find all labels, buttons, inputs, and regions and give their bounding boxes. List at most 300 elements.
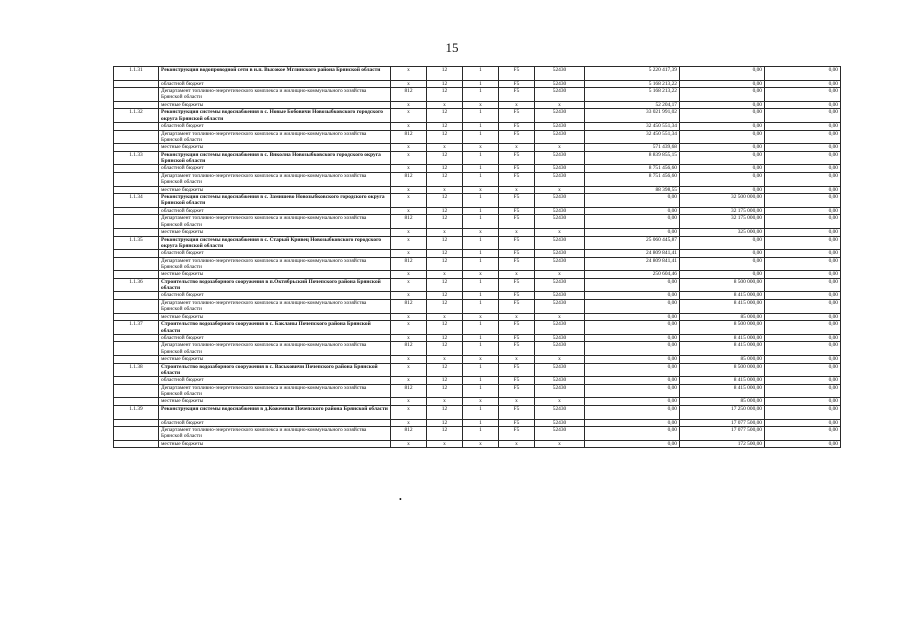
project-code-cell: F5 (499, 384, 535, 398)
ministry-code-cell: х (391, 292, 427, 300)
row-number-cell (114, 144, 159, 152)
project-code-cell: F5 (499, 250, 535, 258)
amount-year2-cell: 0,00 (680, 109, 765, 123)
table-row (114, 144, 841, 152)
amount-year2-cell: 85 000,00 (680, 398, 765, 406)
item-name-cell: Департамент топливно-энергетического комплекса и жилищно-коммунального хозяйства Брянской области (159, 88, 391, 102)
ministry-code-cell: х (391, 278, 427, 292)
expense-code-cell: 52430 (535, 109, 585, 123)
section-code-cell: х (427, 186, 463, 194)
item-name-cell: Департамент топливно-энергетического комплекса и жилищно-коммунального хозяйства Брянской области (159, 215, 391, 229)
ministry-code-cell: х (391, 321, 427, 335)
program-code-cell: 1 (463, 172, 499, 186)
amount-year2-cell: 8 415 000,00 (680, 300, 765, 314)
amount-year2-cell: 0,00 (680, 144, 765, 152)
section-code-cell: х (427, 101, 463, 109)
item-name-cell: Департамент топливно-энергетического комплекса и жилищно-коммунального хозяйства Брянской области (159, 172, 391, 186)
amount-year1-cell: 0,00 (585, 356, 680, 364)
ministry-code-cell: х (391, 377, 427, 385)
ministry-code-cell: х (391, 334, 427, 342)
project-code-cell: F5 (499, 172, 535, 186)
item-name-cell: местные бюджеты (159, 228, 391, 236)
section-code-cell: 12 (427, 334, 463, 342)
amount-year2-cell: 0,00 (680, 165, 765, 173)
amount-year3-cell: 0,00 (765, 207, 841, 215)
project-code-cell: F5 (499, 377, 535, 385)
ministry-code-cell: х (391, 80, 427, 88)
item-name-cell: Департамент топливно-энергетического комплекса и жилищно-коммунального хозяйства Брянской области (159, 130, 391, 144)
row-number-cell (114, 80, 159, 88)
ministry-code-cell: х (391, 165, 427, 173)
program-code-cell: х (463, 398, 499, 406)
amount-year1-cell: 0,00 (585, 278, 680, 292)
amount-year1-cell: 0,00 (585, 363, 680, 377)
amount-year2-cell: 0,00 (680, 101, 765, 109)
expense-code-cell: х (535, 313, 585, 321)
item-name-cell: местные бюджеты (159, 440, 391, 448)
program-code-cell: 1 (463, 130, 499, 144)
amount-year3-cell: 0,00 (765, 377, 841, 385)
section-code-cell: 12 (427, 384, 463, 398)
item-name-cell: областной бюджет (159, 334, 391, 342)
page-number: 15 (445, 40, 459, 55)
row-number-cell: 1.1.31 (114, 67, 159, 81)
row-number-cell (114, 122, 159, 130)
ministry-code-cell: 812 (391, 427, 427, 441)
program-code-cell: 1 (463, 419, 499, 427)
row-number-cell: 1.1.34 (114, 194, 159, 208)
row-number-cell: 1.1.35 (114, 236, 159, 250)
ministry-code-cell: х (391, 101, 427, 109)
amount-year1-cell: 0,00 (585, 384, 680, 398)
section-code-cell: 12 (427, 292, 463, 300)
program-code-cell: х (463, 144, 499, 152)
table-row (114, 165, 841, 173)
table-row (114, 122, 841, 130)
program-code-cell: х (463, 101, 499, 109)
section-code-cell: 12 (427, 419, 463, 427)
amount-year1-cell: 0,00 (585, 313, 680, 321)
program-code-cell: 1 (463, 236, 499, 250)
amount-year2-cell: 85 000,00 (680, 356, 765, 364)
amount-year3-cell: 0,00 (765, 165, 841, 173)
budget-table (113, 66, 841, 448)
table-row (114, 363, 841, 377)
amount-year1-cell: 0,00 (585, 300, 680, 314)
ministry-code-cell: х (391, 363, 427, 377)
program-code-cell: 1 (463, 151, 499, 165)
amount-year3-cell: 0,00 (765, 80, 841, 88)
amount-year1-cell: 52 204,17 (585, 101, 680, 109)
expense-code-cell: 52430 (535, 130, 585, 144)
amount-year3-cell: 0,00 (765, 109, 841, 123)
amount-year3-cell: 0,00 (765, 172, 841, 186)
row-number-cell: 1.1.39 (114, 406, 159, 420)
row-number-cell (114, 172, 159, 186)
section-code-cell: 12 (427, 257, 463, 271)
table-row (114, 313, 841, 321)
amount-year1-cell: 0,00 (585, 228, 680, 236)
amount-year2-cell: 8 415 000,00 (680, 292, 765, 300)
amount-year1-cell: 5 220 417,39 (585, 67, 680, 81)
expense-code-cell: 52430 (535, 377, 585, 385)
ministry-code-cell: 812 (391, 342, 427, 356)
amount-year1-cell: 0,00 (585, 194, 680, 208)
expense-code-cell: 52430 (535, 427, 585, 441)
amount-year3-cell: 0,00 (765, 300, 841, 314)
table-row (114, 406, 841, 420)
table-row (114, 80, 841, 88)
section-code-cell: 12 (427, 250, 463, 258)
amount-year2-cell: 0,00 (680, 151, 765, 165)
program-code-cell: 1 (463, 342, 499, 356)
section-code-cell: 12 (427, 406, 463, 420)
project-code-cell: F5 (499, 151, 535, 165)
table-row (114, 356, 841, 364)
section-code-cell: 12 (427, 151, 463, 165)
expense-code-cell: 52430 (535, 278, 585, 292)
section-code-cell: 12 (427, 363, 463, 377)
expense-code-cell: 52430 (535, 207, 585, 215)
row-number-cell (114, 398, 159, 406)
section-code-cell: 12 (427, 342, 463, 356)
amount-year1-cell: 0,00 (585, 342, 680, 356)
project-code-cell: F5 (499, 406, 535, 420)
amount-year2-cell: 8 500 000,00 (680, 363, 765, 377)
amount-year3-cell: 0,00 (765, 406, 841, 420)
item-name-cell: Реконструкция системы водоснабжения в с. Замишево Новозыбковского городского округа Брянской области (159, 194, 391, 208)
ministry-code-cell: х (391, 109, 427, 123)
section-code-cell: 12 (427, 80, 463, 88)
amount-year1-cell: 24 809 841,41 (585, 257, 680, 271)
project-code-cell: F5 (499, 88, 535, 102)
amount-year2-cell: 0,00 (680, 172, 765, 186)
expense-code-cell: 52430 (535, 151, 585, 165)
expense-code-cell: х (535, 271, 585, 279)
section-code-cell: х (427, 398, 463, 406)
expense-code-cell: 52430 (535, 363, 585, 377)
section-code-cell: 12 (427, 236, 463, 250)
ministry-code-cell: 812 (391, 172, 427, 186)
program-code-cell: 1 (463, 334, 499, 342)
ministry-code-cell: х (391, 419, 427, 427)
expense-code-cell: 52430 (535, 236, 585, 250)
ministry-code-cell: х (391, 207, 427, 215)
amount-year3-cell: 0,00 (765, 186, 841, 194)
program-code-cell: 1 (463, 300, 499, 314)
ministry-code-cell: 812 (391, 88, 427, 102)
row-number-cell (114, 419, 159, 427)
ministry-code-cell: 812 (391, 257, 427, 271)
program-code-cell: 1 (463, 207, 499, 215)
row-number-cell: 1.1.36 (114, 278, 159, 292)
project-code-cell: F5 (499, 207, 535, 215)
ministry-code-cell: х (391, 440, 427, 448)
expense-code-cell: 52430 (535, 88, 585, 102)
program-code-cell: 1 (463, 250, 499, 258)
expense-code-cell: 52430 (535, 80, 585, 88)
amount-year1-cell: 0,00 (585, 207, 680, 215)
section-code-cell: 12 (427, 321, 463, 335)
table-row (114, 384, 841, 398)
ministry-code-cell: х (391, 313, 427, 321)
amount-year3-cell: 0,00 (765, 144, 841, 152)
expense-code-cell: 52430 (535, 406, 585, 420)
section-code-cell: 12 (427, 278, 463, 292)
amount-year2-cell: 0,00 (680, 88, 765, 102)
project-code-cell: х (499, 144, 535, 152)
table-row (114, 271, 841, 279)
row-number-cell (114, 377, 159, 385)
project-code-cell: F5 (499, 109, 535, 123)
row-number-cell (114, 342, 159, 356)
program-code-cell: 1 (463, 427, 499, 441)
project-code-cell: F5 (499, 300, 535, 314)
amount-year1-cell: 0,00 (585, 334, 680, 342)
ministry-code-cell: х (391, 228, 427, 236)
amount-year3-cell: 0,00 (765, 122, 841, 130)
row-number-cell (114, 257, 159, 271)
amount-year2-cell: 8 415 000,00 (680, 377, 765, 385)
section-code-cell: х (427, 228, 463, 236)
program-code-cell: 1 (463, 165, 499, 173)
item-name-cell: областной бюджет (159, 419, 391, 427)
program-code-cell: 1 (463, 109, 499, 123)
amount-year2-cell: 0,00 (680, 257, 765, 271)
project-code-cell: F5 (499, 419, 535, 427)
row-number-cell (114, 215, 159, 229)
program-code-cell: х (463, 271, 499, 279)
ministry-code-cell: х (391, 398, 427, 406)
item-name-cell: местные бюджеты (159, 101, 391, 109)
item-name-cell: Реконструкция водопроводной сети в н.п. Высокое Мглинского района Брянской области (159, 67, 391, 81)
section-code-cell: 12 (427, 427, 463, 441)
amount-year2-cell: 0,00 (680, 250, 765, 258)
expense-code-cell: 52430 (535, 257, 585, 271)
table-row (114, 172, 841, 186)
amount-year2-cell: 325 000,00 (680, 228, 765, 236)
section-code-cell: 12 (427, 122, 463, 130)
ministry-code-cell: х (391, 151, 427, 165)
amount-year1-cell: 25 060 445,87 (585, 236, 680, 250)
amount-year2-cell: 0,00 (680, 186, 765, 194)
amount-year2-cell: 8 415 000,00 (680, 342, 765, 356)
table-row (114, 398, 841, 406)
amount-year3-cell: 0,00 (765, 250, 841, 258)
section-code-cell: 12 (427, 377, 463, 385)
amount-year3-cell: 0,00 (765, 88, 841, 102)
amount-year2-cell: 0,00 (680, 67, 765, 81)
row-number-cell (114, 88, 159, 102)
program-code-cell: х (463, 313, 499, 321)
expense-code-cell: х (535, 186, 585, 194)
amount-year2-cell: 85 000,00 (680, 313, 765, 321)
project-code-cell: F5 (499, 215, 535, 229)
ministry-code-cell: 812 (391, 215, 427, 229)
amount-year1-cell: 0,00 (585, 215, 680, 229)
expense-code-cell: х (535, 144, 585, 152)
amount-year3-cell: 0,00 (765, 236, 841, 250)
section-code-cell: х (427, 440, 463, 448)
ministry-code-cell: х (391, 122, 427, 130)
item-name-cell: местные бюджеты (159, 144, 391, 152)
row-number-cell: 1.1.32 (114, 109, 159, 123)
project-code-cell: х (499, 186, 535, 194)
amount-year3-cell: 0,00 (765, 101, 841, 109)
item-name-cell: Строительство водозаборного сооружения в с. Бакланы Почепского района Брянской области (159, 321, 391, 335)
expense-code-cell: 52430 (535, 321, 585, 335)
program-code-cell: 1 (463, 292, 499, 300)
section-code-cell: х (427, 356, 463, 364)
table-row (114, 101, 841, 109)
item-name-cell: областной бюджет (159, 122, 391, 130)
amount-year2-cell: 0,00 (680, 80, 765, 88)
amount-year2-cell: 32 500 000,00 (680, 194, 765, 208)
amount-year3-cell: 0,00 (765, 271, 841, 279)
project-code-cell: F5 (499, 130, 535, 144)
item-name-cell: Строительство водозаборного сооружения в с. Васьковичи Почепского района Брянской области (159, 363, 391, 377)
table-row (114, 321, 841, 335)
amount-year1-cell: 0,00 (585, 419, 680, 427)
amount-year2-cell: 17 250 000,00 (680, 406, 765, 420)
project-code-cell: F5 (499, 67, 535, 81)
table-row (114, 257, 841, 271)
amount-year1-cell: 5 168 213,22 (585, 80, 680, 88)
amount-year2-cell: 8 500 000,00 (680, 278, 765, 292)
amount-year3-cell: 0,00 (765, 215, 841, 229)
amount-year2-cell: 172 500,00 (680, 440, 765, 448)
project-code-cell: х (499, 101, 535, 109)
project-code-cell: F5 (499, 80, 535, 88)
item-name-cell: Реконструкция системы водоснабжения в с. Старый Кривец Новозыбковского городского округа Брянской области (159, 236, 391, 250)
ministry-code-cell: 812 (391, 300, 427, 314)
row-number-cell: 1.1.38 (114, 363, 159, 377)
program-code-cell: 1 (463, 278, 499, 292)
table-row (114, 151, 841, 165)
item-name-cell: Реконструкция системы водоснабжения в д.Кожемяки Почепского района Брянской области (159, 406, 391, 420)
amount-year3-cell: 0,00 (765, 384, 841, 398)
project-code-cell: х (499, 228, 535, 236)
table-row (114, 207, 841, 215)
section-code-cell: 12 (427, 300, 463, 314)
table-row (114, 427, 841, 441)
amount-year1-cell: 250 604,46 (585, 271, 680, 279)
row-number-cell (114, 313, 159, 321)
section-code-cell: х (427, 271, 463, 279)
program-code-cell: х (463, 186, 499, 194)
expense-code-cell: х (535, 440, 585, 448)
ministry-code-cell: х (391, 236, 427, 250)
row-number-cell (114, 384, 159, 398)
section-code-cell: 12 (427, 130, 463, 144)
table-row (114, 334, 841, 342)
program-code-cell: 1 (463, 88, 499, 102)
amount-year2-cell: 8 415 000,00 (680, 334, 765, 342)
ministry-code-cell: 812 (391, 130, 427, 144)
table-row (114, 88, 841, 102)
expense-code-cell: 52430 (535, 334, 585, 342)
ministry-code-cell: х (391, 250, 427, 258)
project-code-cell: F5 (499, 257, 535, 271)
row-number-cell (114, 271, 159, 279)
expense-code-cell: 52430 (535, 215, 585, 229)
table-row (114, 377, 841, 385)
ministry-code-cell: х (391, 356, 427, 364)
table-row (114, 292, 841, 300)
row-number-cell (114, 250, 159, 258)
program-code-cell: х (463, 440, 499, 448)
amount-year1-cell: 88 398,55 (585, 186, 680, 194)
amount-year3-cell: 0,00 (765, 342, 841, 356)
amount-year2-cell: 0,00 (680, 236, 765, 250)
table-row (114, 186, 841, 194)
amount-year1-cell: 0,00 (585, 292, 680, 300)
project-code-cell: F5 (499, 278, 535, 292)
row-number-cell (114, 427, 159, 441)
program-code-cell: 1 (463, 321, 499, 335)
ministry-code-cell: х (391, 186, 427, 194)
item-name-cell: Департамент топливно-энергетического комплекса и жилищно-коммунального хозяйства Брянской области (159, 300, 391, 314)
row-number-cell (114, 130, 159, 144)
ministry-code-cell: х (391, 406, 427, 420)
item-name-cell: местные бюджеты (159, 271, 391, 279)
program-code-cell: 1 (463, 67, 499, 81)
expense-code-cell: х (535, 356, 585, 364)
amount-year3-cell: 0,00 (765, 313, 841, 321)
amount-year1-cell: 32 450 551,34 (585, 122, 680, 130)
project-code-cell: х (499, 313, 535, 321)
amount-year2-cell: 32 175 000,00 (680, 207, 765, 215)
item-name-cell: областной бюджет (159, 80, 391, 88)
amount-year1-cell: 24 809 841,41 (585, 250, 680, 258)
amount-year1-cell: 0,00 (585, 440, 680, 448)
program-code-cell: х (463, 228, 499, 236)
project-code-cell: F5 (499, 165, 535, 173)
section-code-cell: х (427, 144, 463, 152)
table-row (114, 236, 841, 250)
project-code-cell: F5 (499, 122, 535, 130)
expense-code-cell: 52430 (535, 122, 585, 130)
row-number-cell (114, 300, 159, 314)
row-number-cell: 1.1.33 (114, 151, 159, 165)
amount-year3-cell: 0,00 (765, 151, 841, 165)
row-number-cell (114, 207, 159, 215)
row-number-cell (114, 292, 159, 300)
program-code-cell: 1 (463, 377, 499, 385)
section-code-cell: 12 (427, 165, 463, 173)
project-code-cell: F5 (499, 363, 535, 377)
expense-code-cell: х (535, 398, 585, 406)
table-row (114, 300, 841, 314)
project-code-cell: F5 (499, 342, 535, 356)
program-code-cell: 1 (463, 363, 499, 377)
amount-year3-cell: 0,00 (765, 363, 841, 377)
item-name-cell: местные бюджеты (159, 398, 391, 406)
table-row (114, 228, 841, 236)
amount-year1-cell: 8 751 456,60 (585, 165, 680, 173)
item-name-cell: областной бюджет (159, 292, 391, 300)
expense-code-cell: 52430 (535, 172, 585, 186)
budget-table-body (114, 67, 841, 448)
amount-year1-cell: 5 168 213,22 (585, 88, 680, 102)
program-code-cell: 1 (463, 384, 499, 398)
amount-year3-cell: 0,00 (765, 257, 841, 271)
program-code-cell: 1 (463, 80, 499, 88)
amount-year1-cell: 33 021 991,02 (585, 109, 680, 123)
item-name-cell: Департамент топливно-энергетического комплекса и жилищно-коммунального хозяйства Брянской области (159, 257, 391, 271)
amount-year3-cell: 0,00 (765, 334, 841, 342)
table-row (114, 278, 841, 292)
